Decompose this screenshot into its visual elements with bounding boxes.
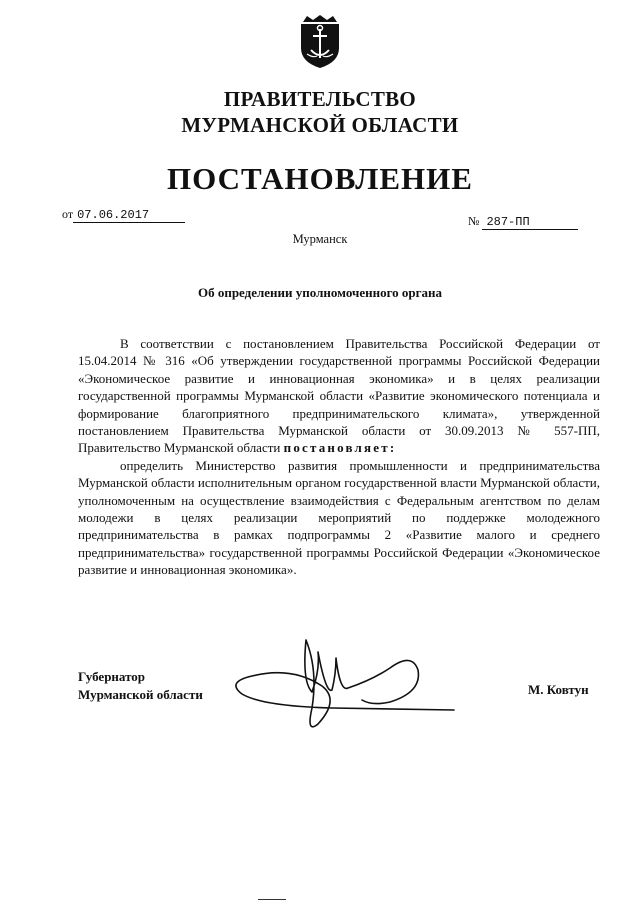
signer-position-line1: Губернатор — [78, 669, 146, 684]
signer-position-line2: Мурманской области — [78, 687, 203, 702]
resolution-keyword: постановляет: — [283, 440, 397, 456]
government-title-line2: МУРМАНСКОЙ ОБЛАСТИ — [181, 113, 459, 137]
document-number: 287-ПП — [482, 215, 578, 230]
document-date-row — [62, 207, 185, 223]
signer-name: М. Ковтун — [528, 682, 589, 697]
document-subject: Об определении уполномоченного органа — [197, 285, 443, 300]
signer-position — [78, 668, 203, 704]
date-prefix: от — [62, 207, 74, 221]
document-type-title: ПОСТАНОВЛЕНИЕ — [167, 161, 473, 196]
document-number-row — [468, 214, 578, 230]
number-prefix: № — [468, 214, 480, 228]
issue-city: Мурманск — [292, 232, 348, 246]
footer-divider — [258, 899, 286, 900]
government-title-line1: ПРАВИТЕЛЬСТВО — [223, 87, 417, 111]
body-paragraph-1 — [78, 335, 600, 457]
body-paragraph-2: определить Министерство развития промышленности и предпринимательства Мурманской области исполнительным органом государственной власти Мурманской области, уполномоченным на осуществление взаимодействия с Федеральным агентством по делам молодежи в целях реализации мероприятий по поддержке молодежного предпринимательства в рамках подпрограммы 2 «Развитие малого и среднего предпринимательства» государственной программы Российской Федерации «Экономическое развитие и инновационная экономика». — [78, 457, 600, 578]
handwritten-signature — [222, 630, 472, 740]
coat-of-arms-icon — [297, 14, 343, 70]
document-date: 07.06.2017 — [73, 208, 185, 223]
body-paragraph-1-text: В соответствии с постановлением Правительства Российской Федерации от 15.04.2014 № 316 «Об утверждении государственной программы Российской Федерации «Экономическое развитие и инновационная экономика» и в целях реализации государственной программы Мурманской области «Развитие экономического потенциала и формирование благоприятного предпринимательского климата», утвержденной постановлением Правительства Мурманской области от 30.09.2013 № 557-ПП, Правительство Мурманской области — [78, 336, 600, 456]
document-body — [78, 335, 600, 579]
